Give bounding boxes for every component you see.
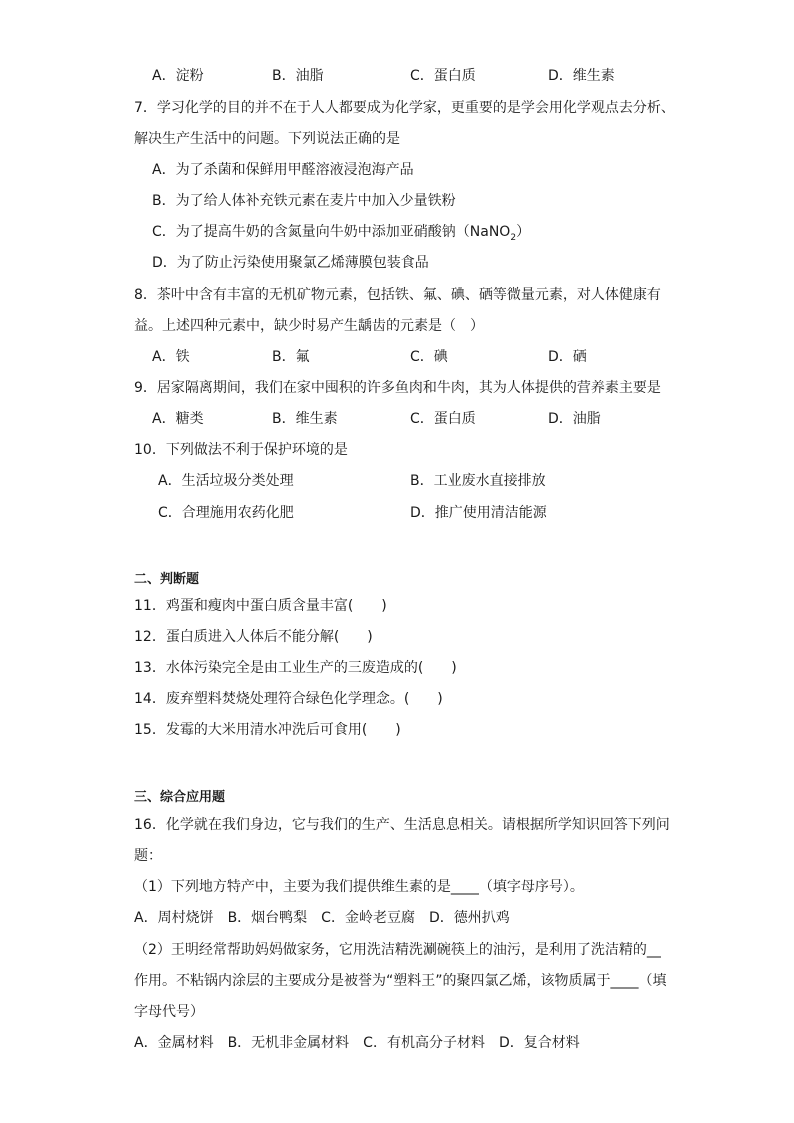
q8-option-c: C．碘: [410, 349, 448, 365]
q16-sub2-line3: 字母代号）: [134, 1004, 204, 1020]
q16-sub2-options: A．金属材料 B．无机非金属材料 C．有机高分子材料 D．复合材料: [134, 1035, 580, 1051]
judge-item-12: 12．蛋白质进入人体后不能分解( ): [134, 629, 373, 645]
q6-option-b: B．油脂: [272, 68, 324, 84]
q9-option-a: A．糖类: [152, 411, 204, 427]
q16-sub1: （1）下列地方特产中，主要为我们提供维生素的是____（填字母序号）。: [134, 879, 584, 895]
q10-option-b: B．工业废水直接排放: [410, 473, 546, 489]
q16-sub1-options: A．周村烧饼 B．烟台鸭梨 C．金岭老豆腐 D．德州扒鸡: [134, 910, 510, 926]
q10-option-a: A．生活垃圾分类处理: [158, 473, 294, 489]
q10-option-c: C．合理施用农药化肥: [158, 505, 294, 521]
q16-sub2-line2: 作用。不粘锅内涂层的主要成分是被誉为“塑料王”的聚四氯乙烯，该物质属于____（填: [134, 973, 667, 989]
q7-stem-line1: 7．学习化学的目的并不在于人人都要成为化学家，更重要的是学会用化学观点去分析、: [134, 100, 675, 116]
q6-option-d: D．维生素: [548, 68, 615, 84]
judge-item-15: 15．发霉的大米用清水冲洗后可食用( ): [134, 722, 401, 738]
q16-sub2-line1: （2）王明经常帮助妈妈做家务，它用洗洁精洗涮碗筷上的油污，是利用了洗洁精的__: [134, 942, 661, 958]
q9-option-b: B．维生素: [272, 411, 338, 427]
q6-option-a: A．淀粉: [152, 68, 204, 84]
q8-option-d: D．硒: [548, 349, 587, 365]
q9-option-c: C．蛋白质: [410, 411, 476, 427]
q7-stem-line2: 解决生产生活中的问题。下列说法正确的是: [134, 131, 400, 147]
q10-option-d: D．推广使用清洁能源: [410, 505, 547, 521]
q7-option-b: B．为了给人体补充铁元素在麦片中加入少量铁粉: [152, 193, 456, 209]
judge-item-13: 13．水体污染完全是由工业生产的三废造成的( ): [134, 660, 457, 676]
q16-stem-line1: 16．化学就在我们身边，它与我们的生产、生活息息相关。请根据所学知识回答下列问: [134, 817, 670, 833]
q7-option-a: A．为了杀菌和保鲜用甲醛溶液浸泡海产品: [152, 162, 414, 178]
section3-title: 三、综合应用题: [134, 790, 226, 805]
q8-option-b: B．氟: [272, 349, 310, 365]
q9-stem: 9．居家隔离期间，我们在家中囤积的许多鱼肉和牛肉，其为人体提供的营养素主要是: [134, 380, 661, 396]
q10-stem: 10．下列做法不利于保护环境的是: [134, 442, 348, 458]
q8-stem-line2: 益。上述四种元素中，缺少时易产生龋齿的元素是（ ）: [134, 318, 484, 334]
q7-option-c: C．为了提高牛奶的含氮量向牛奶中添加亚硝酸钠（NaNO$_2$）: [152, 224, 531, 243]
judge-item-14: 14．废弃塑料焚烧处理符合绿色化学理念。( ): [134, 691, 443, 707]
q9-option-d: D．油脂: [548, 411, 601, 427]
section2-title: 二、判断题: [134, 572, 200, 587]
q16-stem-line2: 题：: [134, 848, 162, 864]
q6-option-c: C．蛋白质: [410, 68, 476, 84]
judge-item-11: 11．鸡蛋和瘦肉中蛋白质含量丰富( ): [134, 598, 387, 614]
q7-option-d: D．为了防止污染使用聚氯乙烯薄膜包装食品: [152, 255, 429, 271]
q8-stem-line1: 8．茶叶中含有丰富的无机矿物元素，包括铁、氟、碘、硒等微量元素，对人体健康有: [134, 287, 661, 303]
q8-option-a: A．铁: [152, 349, 190, 365]
